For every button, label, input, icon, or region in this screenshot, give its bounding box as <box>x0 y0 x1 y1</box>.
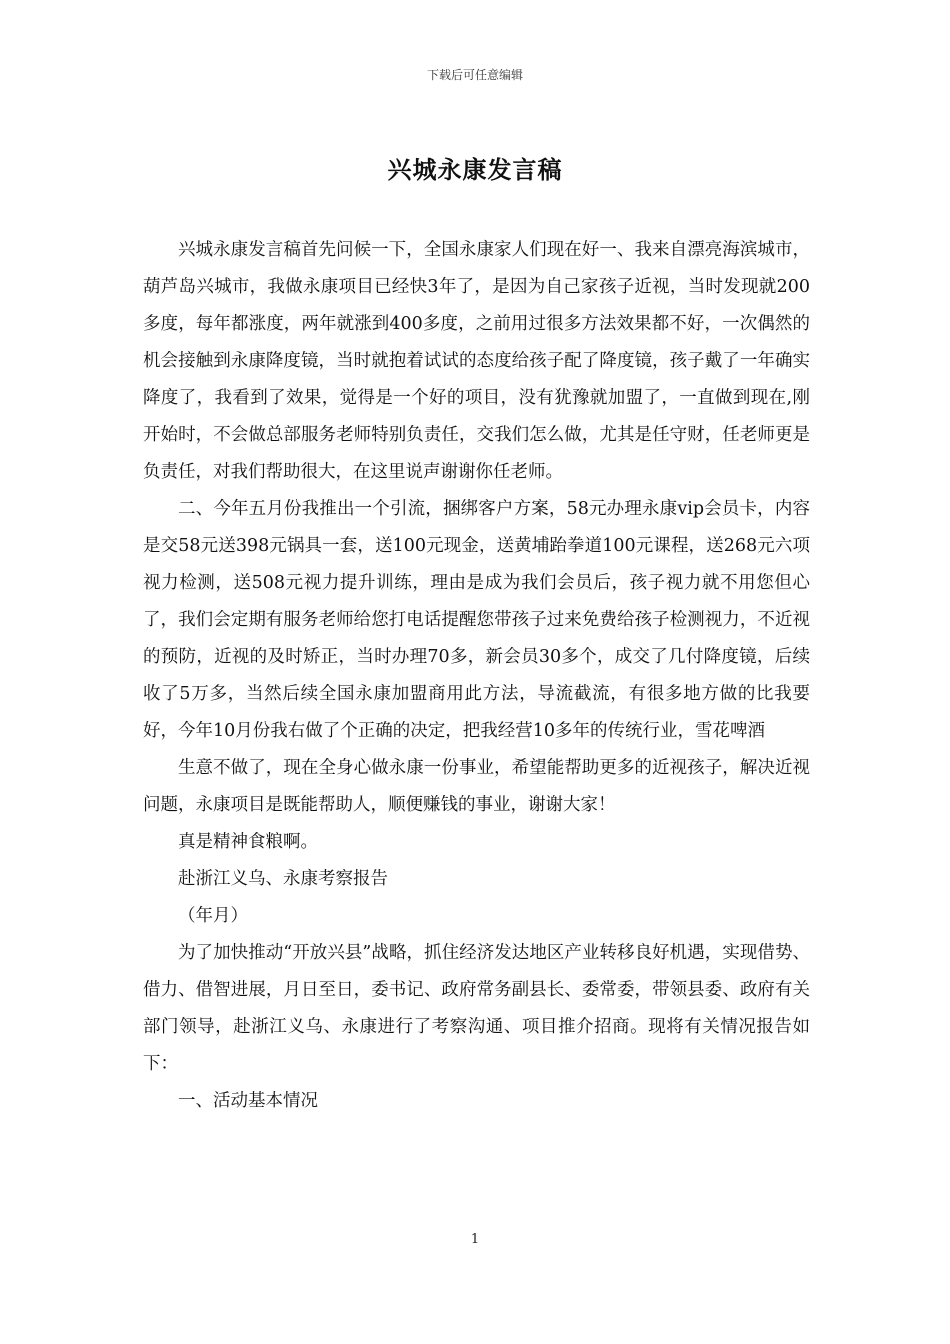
report-heading: 赴浙江义乌、永康考察报告 <box>178 869 388 889</box>
paragraph-remark: 真是精神食粮啊。 <box>178 832 318 852</box>
paragraph-promotion: 二、今年五月份我推出一个引流，捆绑客户方案，58元办理永康vip会员卡，内容是交58元送398元锅具一套，送100元现金，送黄埔跆拳道100元课程，送268元六项视力检测，送508元视力提升训练，理由是成为我们会员后，孩子视力就不用您但心了，我们会定期有服务老师给您打电话提醒您带孩子过来免费给孩子检测视力，不近视的预防，近视的及时矫正，当时办理70多，新会员30多个，成交了几付降度镜，后续收了5万多，当然后续全国永康加盟商用此方法，导流截流，有很多地方做的比我要好，今年10月份我右做了个正确的决定，把我经营10多年的传统行业，雪花啤酒 <box>143 499 810 741</box>
page-number: 1 <box>470 1232 480 1247</box>
paragraph-career-change: 生意不做了，现在全身心做永康一份事业，希望能帮助更多的近视孩子，解决近视问题，永康项目是既能帮助人，顺便赚钱的事业，谢谢大家！ <box>143 758 810 815</box>
section-heading: 一、活动基本情况 <box>178 1091 318 1111</box>
paragraph-greeting: 兴城永康发言稿首先问候一下，全国永康家人们现在好一、我来自漂亮海滨城市，葫芦岛兴城市，我做永康项目已经快3年了，是因为自己家孩子近视，当时发现就200多度，每年都涨度，两年就涨到400多度，之前用过很多方法效果都不好，一次偶然的机会接触到永康降度镜，当时就抱着试试的态度给孩子配了降度镜，孩子戴了一年确实降度了，我看到了效果，觉得是一个好的项目，没有犹豫就加盟了，一直做到现在,刚开始时，不会做总部服务老师特别负责任，交我们怎么做，尤其是任守财，任老师更是负责任，对我们帮助很大，在这里说声谢谢你任老师。 <box>143 240 810 482</box>
report-date: （年月） <box>178 906 248 926</box>
paragraph-report-intro: 为了加快推动“开放兴县”战略，抓住经济发达地区产业转移良好机遇，实现借势、借力、借智进展，月日至日，委书记、政府常务副县长、委常委，带领县委、政府有关部门领导，赴浙江义乌、永康进行了考察沟通、项目推介招商。现将有关情况报告如下： <box>143 943 810 1074</box>
page-header-note: 下载后可任意编辑 <box>426 68 523 82</box>
document-body <box>143 232 810 1120</box>
document-title: 兴城永康发言稿 <box>387 156 563 184</box>
